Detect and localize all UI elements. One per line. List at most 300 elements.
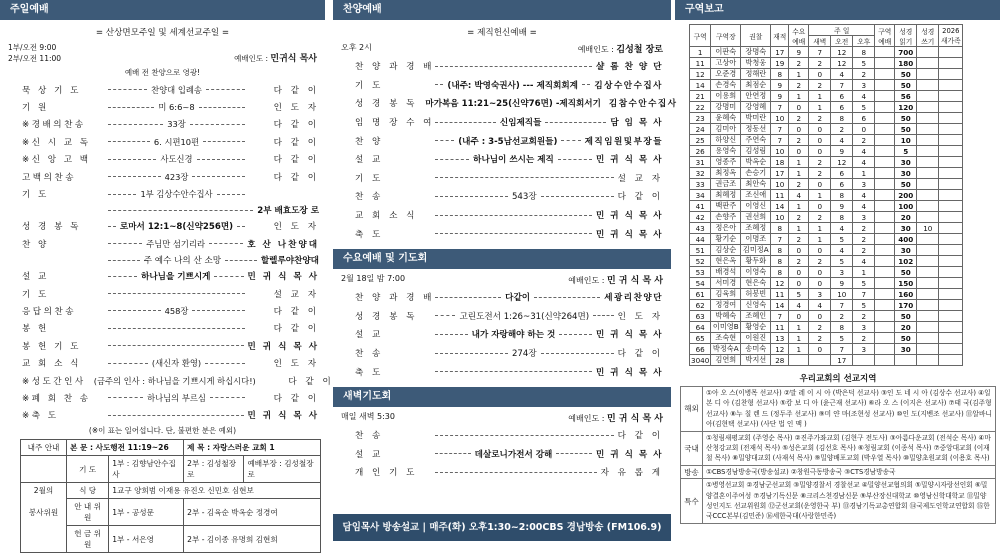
table-cell: 33 xyxy=(690,179,711,190)
table-cell: 0 xyxy=(809,245,831,256)
table-cell xyxy=(875,278,895,289)
worship-row-leader: 다 같 이 xyxy=(273,137,319,148)
table-cell: 53 xyxy=(690,267,711,278)
table-cell: 1 xyxy=(789,223,809,234)
sunday-worship-header: 주일예배 xyxy=(0,0,325,20)
worship-row-label: 기 도 xyxy=(22,190,49,201)
table-cell: 7 xyxy=(771,311,789,322)
table-cell: 1 xyxy=(853,168,875,179)
table-cell: 1 xyxy=(789,168,809,179)
table-cell: 1 xyxy=(789,201,809,212)
wednesday-header: 수요예배 및 기도회 xyxy=(333,249,671,269)
table-cell: 51 xyxy=(690,245,711,256)
table-cell: 11 xyxy=(771,289,789,300)
table-cell: 1 xyxy=(789,344,809,355)
table-cell xyxy=(875,344,895,355)
worship-row-leader: 인 도 자 xyxy=(273,103,319,114)
order-row xyxy=(333,463,671,482)
table-cell: 2 xyxy=(789,58,809,69)
worship-row-leader: 민 귀 식 목 사 xyxy=(247,411,319,422)
table-cell: 18 xyxy=(771,157,789,168)
table-cell xyxy=(917,355,939,366)
table-cell xyxy=(939,245,963,256)
table-cell: 50 xyxy=(895,179,917,190)
table-cell xyxy=(917,91,939,102)
col-pm: 오후 xyxy=(853,36,875,47)
table-cell xyxy=(939,289,963,300)
worship-row-label: ※경배의찬송 xyxy=(22,120,86,131)
table-cell: 42 xyxy=(690,212,711,223)
worship-row xyxy=(0,268,325,285)
col-dawn: 새벽 xyxy=(809,36,831,47)
worship-row-label: 설 교 xyxy=(22,272,49,283)
table-cell: 32 xyxy=(690,168,711,179)
table-cell: 10 xyxy=(771,146,789,157)
table-cell: 41 xyxy=(690,201,711,212)
table-cell: 150 xyxy=(895,278,917,289)
kitchen-members: 1교구 양희범 이재용 유진오 신민호 심현보 xyxy=(109,483,321,499)
table-cell xyxy=(939,91,963,102)
table-cell xyxy=(917,344,939,355)
table-cell xyxy=(875,91,895,102)
table-cell: 2 xyxy=(853,223,875,234)
table-cell: 102 xyxy=(895,256,917,267)
table-cell xyxy=(853,355,875,366)
mission-category: 국내 xyxy=(681,432,703,465)
table-cell: 7 xyxy=(771,234,789,245)
order-row-label: 교 회 소 식 xyxy=(355,211,418,222)
table-row xyxy=(690,256,963,267)
table-cell xyxy=(939,190,963,201)
order-row-label: 설 교 xyxy=(355,330,384,341)
table-cell: 5 xyxy=(853,278,875,289)
servers-label-1: 2월의 xyxy=(21,483,67,499)
order-row xyxy=(333,169,671,188)
table-cell: 2 xyxy=(853,234,875,245)
table-cell xyxy=(875,355,895,366)
order-row-label: 성 경 봉 독 xyxy=(355,311,418,322)
table-row xyxy=(690,267,963,278)
table-cell: 손경숙 xyxy=(711,80,741,91)
order-row-leader: 자 유 롭 게 xyxy=(600,468,663,479)
offering-2: 2부 - 김이종 유명희 김현희 xyxy=(184,526,321,553)
mission-row xyxy=(680,466,996,479)
worship-row-label: 고백의찬송 xyxy=(22,172,77,183)
table-row xyxy=(690,190,963,201)
second-prayer-row xyxy=(0,203,325,218)
table-cell: 28 xyxy=(771,355,789,366)
table-cell: 송미숙 xyxy=(741,344,771,355)
table-cell xyxy=(875,135,895,146)
mission-category: 특수 xyxy=(681,479,703,523)
table-row xyxy=(690,91,963,102)
table-cell: 2 xyxy=(789,234,809,245)
table-cell: 영종주 xyxy=(711,157,741,168)
table-cell: 11 xyxy=(771,190,789,201)
table-cell xyxy=(875,113,895,124)
table-cell: 4 xyxy=(831,245,853,256)
table-cell: 31 xyxy=(690,157,711,168)
order-row xyxy=(333,76,671,95)
table-row xyxy=(690,333,963,344)
table-cell: 박혜숙 xyxy=(711,311,741,322)
table-cell: 160 xyxy=(895,289,917,300)
table-cell: 30 xyxy=(895,223,917,234)
worship-row xyxy=(0,320,325,337)
order-row xyxy=(333,307,671,326)
table-row xyxy=(690,47,963,58)
order-row-leader: 인 도 자 xyxy=(617,311,663,322)
table-row xyxy=(690,113,963,124)
order-row-leader: 민 귀 식 목 사 xyxy=(596,211,663,222)
order-row-leader: 샬 롬 찬 양 단 xyxy=(596,62,663,73)
table-cell: 3 xyxy=(853,322,875,333)
table-cell: 김미정A xyxy=(741,245,771,256)
mission-list: ①청림새평교회 (주영순 목사) ②진주가좌교회 (김현구 전도사) ③아름다운교회 (전석순 목사) ④마산청강교회 (전재석 목사) ⑤성은교회 (김선호 목사) ⑥청림교회 (이종석 목사) ⑦중앙대교회 (이재철 목사) ⑧밀양대교회 (사재석 목사) ⑨밀양배포교회 (박우열 목사) ⑩밀양초원교회 (이용호 목사) xyxy=(706,433,991,463)
table-cell: 8 xyxy=(771,245,789,256)
worship-row-label: ※신 앙 고 백 xyxy=(22,155,91,166)
col-district: 구역 xyxy=(690,25,711,47)
order-row xyxy=(333,94,678,113)
table-row xyxy=(690,146,963,157)
table-cell xyxy=(875,80,895,91)
worship-row xyxy=(0,354,325,371)
table-cell: 12 xyxy=(831,157,853,168)
table-cell: 0 xyxy=(789,267,809,278)
table-row xyxy=(690,58,963,69)
table-cell: 현은옥 xyxy=(711,256,741,267)
table-cell: 1 xyxy=(789,322,809,333)
order-row-item: 내가 자랑해야 하는 것 xyxy=(471,330,556,341)
table-cell: 1 xyxy=(809,234,831,245)
table-cell: 1 xyxy=(809,91,831,102)
praise-worship-header: 찬양예배 xyxy=(333,0,671,20)
district-report-header: 구역보고 xyxy=(675,0,1000,20)
table-cell: 이판숙 xyxy=(711,47,741,58)
table-cell: 19 xyxy=(771,58,789,69)
table-cell: 120 xyxy=(895,102,917,113)
worship-row-item: (새신자 환영) xyxy=(151,358,202,369)
table-cell: 50 xyxy=(895,267,917,278)
sunday-times xyxy=(0,42,325,64)
worship-row xyxy=(0,235,325,252)
order-row-label: 찬 송 xyxy=(355,349,384,360)
worship-row-leader: 다 같 이 xyxy=(273,324,319,335)
table-cell: 서미경 xyxy=(711,278,741,289)
table-cell: 7 xyxy=(771,102,789,113)
praise-order xyxy=(333,57,678,243)
table-row xyxy=(690,201,963,212)
table-cell xyxy=(875,256,895,267)
table-cell: 이원진 xyxy=(741,333,771,344)
table-cell: 30 xyxy=(895,344,917,355)
table-cell: 44 xyxy=(690,234,711,245)
table-cell: 64 xyxy=(690,322,711,333)
wednesday-leader: 민 귀 식 목 사 xyxy=(606,275,663,286)
table-cell: 12 xyxy=(831,58,853,69)
table-cell: 1 xyxy=(809,102,831,113)
order-row-leader: 제직임원및부장들 xyxy=(584,136,664,147)
table-cell: 8 xyxy=(771,223,789,234)
table-cell: 9 xyxy=(771,80,789,91)
table-cell: 50 xyxy=(895,113,917,124)
next-prayer-label: 기 도 xyxy=(67,456,109,483)
worship-row-label: ※폐 회 찬 송 xyxy=(22,393,91,404)
next-prayer-1: 1부 : 김향남안수집사 xyxy=(109,456,184,483)
order-row-label: 설 교 xyxy=(355,155,384,166)
offering-label: 헌 금 위 원 xyxy=(67,526,109,553)
table-cell xyxy=(939,80,963,91)
table-row xyxy=(690,157,963,168)
table-cell: 1 xyxy=(789,333,809,344)
order-row xyxy=(333,150,671,169)
table-cell: 백판주 xyxy=(711,201,741,212)
table-cell xyxy=(875,58,895,69)
district-report-column xyxy=(675,0,1000,541)
table-cell: 5 xyxy=(831,256,853,267)
table-cell xyxy=(875,146,895,157)
second-praise-choir: 할렐루야찬양대 xyxy=(260,256,319,267)
worship-row-leader: 다 같 이 xyxy=(273,155,319,166)
table-cell: 20 xyxy=(895,322,917,333)
mission-row xyxy=(680,386,996,432)
sunday-subtitle: = 산상면모주일 및 세계선교주일 = xyxy=(95,28,230,38)
table-cell: 고상아 xyxy=(711,58,741,69)
table-cell: 50 xyxy=(895,69,917,80)
table-cell xyxy=(917,168,939,179)
table-cell: 김연희 xyxy=(711,355,741,366)
table-cell: 허봉빈 xyxy=(741,289,771,300)
worship-row xyxy=(0,116,325,133)
table-cell: 1 xyxy=(853,267,875,278)
table-cell: 14 xyxy=(771,300,789,311)
worship-row xyxy=(0,218,325,235)
table-cell: 4 xyxy=(809,300,831,311)
table-cell: 9 xyxy=(771,91,789,102)
dawn-time: 매일 새벽 5:30 xyxy=(341,411,395,421)
table-cell xyxy=(917,113,939,124)
dawn-leader: 민 귀 식 목 사 xyxy=(606,413,663,424)
offering-1: 1부 - 서은영 xyxy=(109,526,184,553)
broadcast-banner: 담임목사 방송설교 | 매주(화) 오후1:30~2:00CBS 경남방송 (FM106.9) xyxy=(333,514,671,541)
table-cell: 현은숙 xyxy=(741,278,771,289)
table-cell: 4 xyxy=(831,69,853,80)
worship-row xyxy=(0,185,325,202)
order-row-label: 기 도 xyxy=(355,80,384,91)
table-cell xyxy=(939,267,963,278)
worship-row-item: 6. 시편10편 xyxy=(153,136,200,147)
sunday-worship-column xyxy=(0,0,334,550)
table-cell xyxy=(939,47,963,58)
table-cell xyxy=(917,234,939,245)
worship-row xyxy=(0,302,325,319)
usher-1: 1부 - 공성문 xyxy=(109,499,184,526)
wednesday-date: 2월 18일 밤 7:00 xyxy=(341,273,406,283)
praise-time-row xyxy=(333,42,671,55)
table-cell: 7 xyxy=(831,80,853,91)
table-cell: 8 xyxy=(831,322,853,333)
table-cell xyxy=(939,113,963,124)
worship-row-leader: 다 같 이 xyxy=(273,120,320,131)
table-cell: 3 xyxy=(853,212,875,223)
table-cell xyxy=(939,311,963,322)
table-cell xyxy=(917,124,939,135)
worship-row-leader: 민 귀 식 목 사 xyxy=(247,341,319,352)
worship-row-item: 로마서 12:1~8(신약256면) xyxy=(119,222,234,233)
table-cell: 63 xyxy=(690,311,711,322)
second-praise-row xyxy=(0,253,325,268)
table-cell xyxy=(917,256,939,267)
praise-time: 오후 2시 xyxy=(341,43,372,52)
table-cell xyxy=(875,201,895,212)
table-cell: 박정숙A xyxy=(711,344,741,355)
table-cell: 9 xyxy=(789,47,809,58)
order-row-leader: 세광리찬양단 xyxy=(604,293,663,304)
order-row-label: 찬 송 xyxy=(355,431,384,442)
table-cell: 2 xyxy=(853,135,875,146)
table-cell: 2 xyxy=(789,80,809,91)
table-cell: 이영신 xyxy=(741,201,771,212)
order-row-leader: 민 귀 식 목 사 xyxy=(596,330,663,341)
order-row xyxy=(333,131,671,150)
table-cell xyxy=(939,322,963,333)
worship-row-item: 458장 xyxy=(164,305,189,316)
table-row xyxy=(690,322,963,333)
worship-row xyxy=(0,98,325,115)
table-cell: 박미란 xyxy=(741,113,771,124)
order-row xyxy=(333,445,671,464)
order-row xyxy=(333,224,671,243)
table-cell: 5 xyxy=(895,146,917,157)
worship-row-item: 찬양대 입례송 xyxy=(151,84,202,95)
table-cell: 2 xyxy=(853,333,875,344)
table-row xyxy=(690,245,963,256)
table-cell xyxy=(939,157,963,168)
table-cell: 조혜정 xyxy=(741,223,771,234)
table-cell: 0 xyxy=(809,267,831,278)
table-cell: 3 xyxy=(853,344,875,355)
table-cell xyxy=(939,146,963,157)
order-row-label: 임 명 장 수 여 xyxy=(355,118,435,129)
usher-label: 안 내 위 원 xyxy=(67,499,109,526)
table-cell: 7 xyxy=(831,344,853,355)
table-cell: 2 xyxy=(809,168,831,179)
table-cell: 10 xyxy=(771,179,789,190)
worship-row-item: (금주의 인사 : 하나님을 기쁘시게 하십시다!) xyxy=(93,375,256,386)
table-cell: 14 xyxy=(771,201,789,212)
table-cell: 400 xyxy=(895,234,917,245)
table-cell xyxy=(917,58,939,69)
table-cell: 50 xyxy=(895,124,917,135)
table-cell xyxy=(917,146,939,157)
col-leader: 구역장 xyxy=(711,25,741,47)
table-cell xyxy=(917,201,939,212)
table-cell xyxy=(875,289,895,300)
table-cell: 9 xyxy=(831,278,853,289)
table-cell xyxy=(875,311,895,322)
table-cell xyxy=(875,179,895,190)
table-cell xyxy=(875,234,895,245)
next-title: 제 목 : 자랑스러운 교회 1 xyxy=(184,440,321,456)
worship-row-label: 응답의찬송 xyxy=(22,306,77,317)
table-cell xyxy=(939,300,963,311)
table-cell: 신영숙 xyxy=(741,300,771,311)
table-row xyxy=(690,80,963,91)
worship-row-item: 423장 xyxy=(164,171,189,182)
wednesday-order xyxy=(333,288,671,381)
table-cell: 12 xyxy=(831,47,853,58)
table-cell: 오준경 xyxy=(711,69,741,80)
order-row-item: 다같이 xyxy=(505,293,531,304)
table-cell xyxy=(875,322,895,333)
table-cell: 0 xyxy=(809,69,831,80)
table-cell: 권금조 xyxy=(711,179,741,190)
time-second: 2부/오전 11:00 xyxy=(8,54,62,63)
table-cell: 0 xyxy=(789,311,809,322)
table-row xyxy=(690,278,963,289)
order-row-leader: 김상수안수집사 xyxy=(594,80,663,91)
table-cell: 4 xyxy=(853,91,875,102)
worship-row-item: 미 6:6~8 xyxy=(158,102,195,113)
table-cell: 0 xyxy=(789,124,809,135)
table-cell: 50 xyxy=(895,80,917,91)
table-cell: 700 xyxy=(895,47,917,58)
table-cell: 5 xyxy=(853,102,875,113)
table-cell: 7 xyxy=(853,289,875,300)
table-cell: 3 xyxy=(853,179,875,190)
worship-row-leader: 다 같 이 xyxy=(273,306,320,317)
mission-row xyxy=(680,432,996,466)
preacher-label: 예배인도 : xyxy=(234,54,268,63)
table-cell: 54 xyxy=(690,278,711,289)
table-cell xyxy=(917,245,939,256)
worship-row-item: 사도신경 xyxy=(160,154,193,165)
table-cell: 30 xyxy=(895,168,917,179)
table-cell: 8 xyxy=(771,69,789,80)
order-row-label: 성 경 봉 독 xyxy=(355,99,418,110)
order-row xyxy=(333,426,671,445)
table-row xyxy=(690,168,963,179)
table-cell xyxy=(875,69,895,80)
table-row xyxy=(690,212,963,223)
table-cell: 1 xyxy=(789,69,809,80)
table-cell: 34 xyxy=(690,190,711,201)
table-cell: 김상순 xyxy=(711,245,741,256)
table-cell: 13 xyxy=(771,333,789,344)
worship-row xyxy=(0,372,334,389)
table-cell: 2 xyxy=(789,113,809,124)
worship-row-item: 하나님을 기쁘시게 xyxy=(141,272,211,283)
table-cell: 손향주 xyxy=(711,212,741,223)
table-cell: 24 xyxy=(690,124,711,135)
table-cell: 2 xyxy=(853,245,875,256)
worship-row-leader: 다 같 이 xyxy=(288,376,334,387)
order-row xyxy=(333,325,671,344)
table-cell: 이용희 xyxy=(711,91,741,102)
table-cell: 황영순 xyxy=(741,322,771,333)
worship-row-item: 하나님의 부르심 xyxy=(147,392,206,403)
table-cell xyxy=(917,135,939,146)
col-newcomer: 2026새가족 xyxy=(939,25,963,47)
table-cell: 6 xyxy=(853,113,875,124)
table-cell: 9 xyxy=(831,146,853,157)
worship-row xyxy=(0,81,325,98)
table-row xyxy=(690,135,963,146)
table-cell: 7 xyxy=(809,47,831,58)
table-cell xyxy=(875,212,895,223)
mission-category: 방송 xyxy=(681,466,703,478)
table-cell: 6 xyxy=(831,179,853,190)
